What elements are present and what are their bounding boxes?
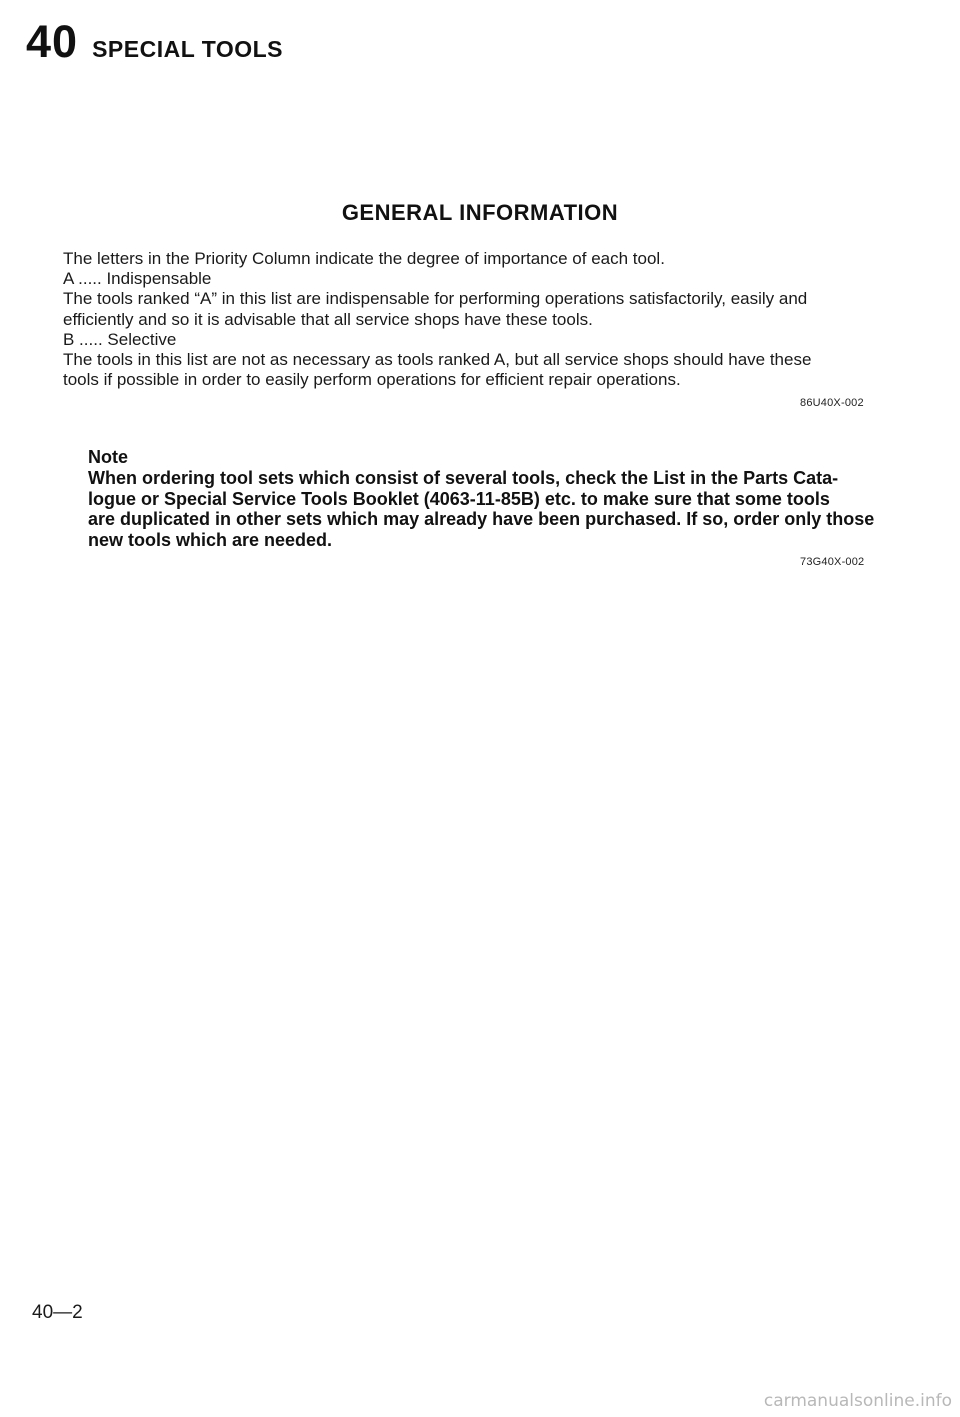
note-line: When ordering tool sets which consist of several tools, check the List in the Parts Cata- — [88, 468, 839, 489]
body-line: The letters in the Priority Column indicate the degree of importance of each tool. — [63, 249, 665, 268]
priority-explanation — [63, 249, 868, 390]
note-line: logue or Special Service Tools Booklet (4063-11-85B) etc. to make sure that some tools — [88, 488, 830, 509]
body-line: B ..... Selective — [63, 329, 177, 349]
note-title: Note — [88, 447, 128, 467]
body-line: efficiently and so it is advisable that all service shops have these tools. — [63, 309, 593, 329]
reference-code: 73G40X-002 — [800, 556, 865, 568]
body-line: The tools ranked “A” in this list are indispensable for performing operations satisfactorily, easily and — [63, 289, 808, 309]
section-number: 40 — [26, 16, 79, 67]
page-header — [26, 16, 283, 68]
note-line: are duplicated in other sets which may already have been purchased. If so, order only those — [88, 509, 875, 530]
general-information-heading: GENERAL INFORMATION — [341, 200, 619, 225]
body-line: tools if possible in order to easily perform operations for efficient repair operations. — [63, 370, 681, 390]
note-block — [88, 447, 875, 550]
page-number: 40—2 — [32, 1302, 83, 1323]
body-line: A ..... Indispensable — [63, 269, 212, 289]
body-line: The tools in this list are not as necessary as tools ranked A, but all service shops should have these — [63, 350, 812, 370]
reference-code: 86U40X-002 — [800, 397, 864, 409]
watermark: carmanualsonline.info — [763, 1391, 952, 1411]
note-line: new tools which are needed. — [88, 529, 333, 550]
section-title: SPECIAL TOOLS — [92, 36, 284, 62]
